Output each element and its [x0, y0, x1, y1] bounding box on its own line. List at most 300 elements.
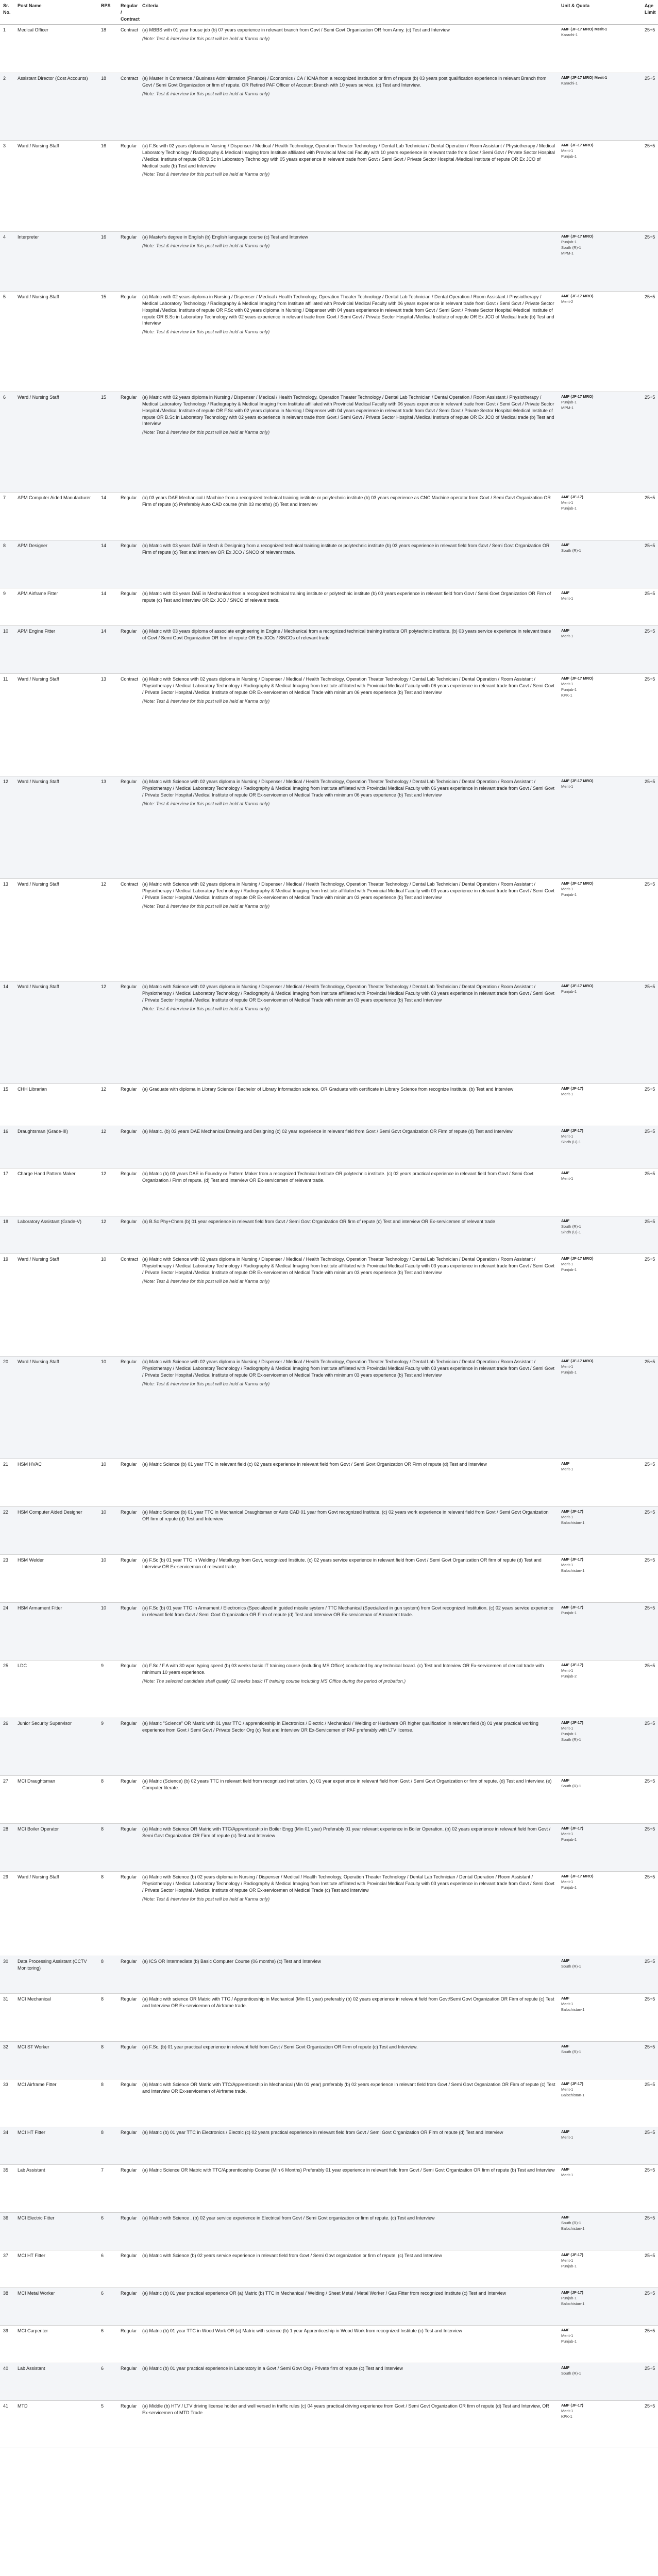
sr-no-cell: 37 [0, 2250, 14, 2288]
unit-quota-cell [558, 2401, 642, 2448]
header-sr-no: Sr. No. [0, 0, 14, 25]
post-name-cell: Laboratory Assistant (Grade-V) [14, 1216, 98, 1254]
table-row [0, 1718, 658, 1776]
quota-line: Merit-1 [561, 500, 573, 505]
criteria-cell [139, 25, 558, 73]
criteria-text: (a) B.Sc Phy+Chem (b) 01 year experience in relevant field from Govt / Semi Govt Organization OR firm of repute (c) Test and interview OR Ex-servicemen of relevant trade [142, 1219, 495, 1225]
quota-line: Balochistan-1 [561, 2301, 585, 2307]
sr-no-cell: 5 [0, 292, 14, 392]
unit-name: AMF (JF-17) [561, 1128, 583, 1133]
interview-location-note: (Note: Test & interview for this post will be held at Karma only) [142, 36, 270, 42]
age-limit-cell: 25+5 [642, 674, 658, 776]
criteria-text: (a) Matric with Science (b) 02 years service experience in relevant field from Govt / Semi Govt organization or firm of repute. (c) Test and Interview [142, 2253, 442, 2259]
quota-line: Merit-1 [561, 2087, 573, 2092]
bps-cell: 15 [98, 392, 117, 493]
unit-quota-cell [558, 2250, 642, 2288]
criteria-cell [139, 2079, 558, 2127]
criteria-extra-note: (Note: The selected candidate shall qualify 02 weeks basic IT training course including MS Office during the period of probation.) [142, 1678, 406, 1684]
header-criteria: Criteria [139, 0, 558, 25]
unit-name: AMF (JF-17 MRO) [561, 394, 594, 399]
post-name-cell: MCI HT Fitter [14, 2250, 98, 2288]
criteria-cell [139, 2326, 558, 2363]
unit-quota-cell [558, 1872, 642, 1956]
criteria-text: (a) Matric with Science OR Matric with TTC/Apprenticeship in Mechanical (Min 01 year) preferably (b) 02 years experience in relevant field from Govt / Semi Govt Organization OR Firm of repute (c) Test and Interview OR Ex-servicemen of Airframe trade. [142, 2082, 555, 2094]
quota-line: Merit-1 [561, 784, 573, 789]
sr-no-cell: 25 [0, 1660, 14, 1718]
quota-line: Merit-1 [561, 1726, 573, 1731]
sr-no-cell: 14 [0, 981, 14, 1084]
bps-cell: 6 [98, 2326, 117, 2363]
criteria-cell [139, 392, 558, 493]
unit-quota-cell [558, 1776, 642, 1824]
quota-line: Merit-1 [561, 2409, 573, 2414]
nature-cell: Regular [117, 2250, 139, 2288]
quota-line: Merit-1 [561, 1092, 573, 1097]
age-limit-cell: 25+5 [642, 1126, 658, 1168]
bps-cell: 14 [98, 588, 117, 626]
criteria-cell [139, 1507, 558, 1555]
age-limit-cell: 25+5 [642, 1507, 658, 1555]
criteria-cell [139, 2401, 558, 2448]
post-name-cell: APM Designer [14, 540, 98, 588]
criteria-text: (a) Master in Commerce / Business Administration (Finance) / Economics / CA / ICMA from a recognized institution or firm of repute (b) 03 years post qualification experience in relevant Branch from Govt / Semi Govt Organization or firm of repute. OR Retired PAF Officer of Account Branch with 10 years service. (c) Test and Interview. [142, 76, 547, 88]
unit-name: AMF (JF-17) [561, 495, 583, 500]
age-limit-cell: 25+5 [642, 2213, 658, 2250]
criteria-text: (a) Matric with Science with 02 years diploma in Nursing / Dispenser / Medical / Health Technology, Operation Theater Technology / Dental Lab Technician / Dental Operation / Room Assistant / Physiotherapy / Medical Laboratory Technology / Radiography & Medical Imaging from Institute affiliated with Provincial Medical Faculty with 06 years experience in relevant trade from Govt / Semi Govt / Private Sector Hospital /Medical Institute of repute OR Ex-servicemen of Medical Trade with minimum 06 years experience (b) Test and Interview [142, 779, 555, 798]
criteria-text: (a) Matric (b) 01 year practical experience OR (a) Matric (b) TTC in Mechanical / Welding / Sheet Metal / Metal Worker / Gas Fitter from recognized Institute (c) Test and Interview [142, 2291, 507, 2296]
nature-cell: Regular [117, 1357, 139, 1459]
table-row [0, 2326, 658, 2363]
unit-name: AMF [561, 1218, 570, 1224]
bps-cell: 10 [98, 1254, 117, 1357]
criteria-text: (a) Matric Science OR Matric with TTC/Apprenticeship Course (Min 6 Months) Preferably 01 year experience in relevant field from Govt / Semi Govt Organization OR firm of repute (b) Test and Interview [142, 2167, 555, 2173]
bps-cell: 6 [98, 2213, 117, 2250]
bps-cell: 18 [98, 25, 117, 73]
unit-quota-cell [558, 493, 642, 540]
sr-no-cell: 18 [0, 1216, 14, 1254]
nature-cell: Regular [117, 2363, 139, 2401]
unit-name: AMF (JF-17 MRO) [561, 778, 594, 784]
bps-cell: 12 [98, 1084, 117, 1126]
quota-line: Punjab-1 [561, 1370, 577, 1375]
unit-quota-cell [558, 1168, 642, 1216]
quota-line: Merit-1 [561, 1563, 573, 1568]
post-name-cell: MCI ST Worker [14, 2042, 98, 2079]
age-limit-cell: 25+5 [642, 1084, 658, 1126]
unit-quota-cell [558, 1660, 642, 1718]
post-name-cell: MTD [14, 2401, 98, 2448]
bps-cell: 10 [98, 1357, 117, 1459]
table-row [0, 2213, 658, 2250]
age-limit-cell: 25+5 [642, 73, 658, 141]
nature-cell: Regular [117, 1555, 139, 1603]
post-name-cell: MCI Boiler Operator [14, 1824, 98, 1872]
sr-no-cell: 12 [0, 776, 14, 879]
quota-line: Merit-1 [561, 2173, 573, 2178]
age-limit-cell: 25+5 [642, 1824, 658, 1872]
table-row [0, 540, 658, 588]
criteria-cell [139, 493, 558, 540]
bps-cell: 13 [98, 674, 117, 776]
nature-cell: Contract [117, 674, 139, 776]
quota-line: Merit-1 [561, 2135, 573, 2140]
unit-name: AMF (JF-17 MRO) [561, 294, 594, 299]
table-row [0, 1084, 658, 1126]
unit-quota-cell [558, 232, 642, 292]
post-name-cell: MCI HT Fitter [14, 2127, 98, 2165]
quota-line: Punjab-1 [561, 506, 577, 511]
criteria-cell [139, 1357, 558, 1459]
criteria-cell [139, 1660, 558, 1718]
header-age-limit: Age Limit [642, 0, 658, 25]
nature-cell: Regular [117, 1084, 139, 1126]
quota-line: South (R)-1 [561, 1224, 581, 1229]
criteria-cell [139, 73, 558, 141]
quota-line: South (R)-1 [561, 1964, 581, 1969]
post-name-cell: APM Computer Aided Manufacturer [14, 493, 98, 540]
unit-quota-cell [558, 1216, 642, 1254]
table-row [0, 2250, 658, 2288]
criteria-text: (a) Matric with science OR Matric with TTC / Apprenticeship in Mechanical (Min 01 year) preferably (b) 02 years experience in relevant field from Govt/Semi Govt Organization OR Firm of repute (c) Test and Interview OR Ex-servicemen of Airframe trade. [142, 1996, 554, 2009]
post-name-cell: Ward / Nursing Staff [14, 674, 98, 776]
criteria-text: (a) F.Sc (b) 01 year TTC in Armament / Electronics (Specialized in guided missile system / TTC Mechanical (Specialized in gun system) from Govt recognized Institution. (c) 02 years service experience in relevant field from Govt / Semi Govt Organization OR Firm of repute (d) Test and Interview OR Ex-serviceman of Armament trade. [142, 1605, 553, 1618]
table-row [0, 2288, 658, 2326]
unit-name: AMF [561, 628, 570, 633]
table-row [0, 879, 658, 981]
unit-name: AMF [561, 2167, 570, 2172]
nature-cell: Regular [117, 292, 139, 392]
header-post-name: Post Name [14, 0, 98, 25]
unit-quota-cell [558, 1254, 642, 1357]
table-row [0, 1872, 658, 1956]
quota-line: Punjab-1 [561, 2264, 577, 2269]
criteria-text: (a) Matric (Science) (b) 02 years TTC in relevant field from recognized institution. (c) 01 year experience in relevant field from Govt / Semi Govt Organization or firm of repute. (d) Test and Interview, (e) Computer literate. [142, 1778, 552, 1791]
unit-quota-cell [558, 2213, 642, 2250]
quota-line: Merit-1 [561, 1176, 573, 1181]
sr-no-cell: 1 [0, 25, 14, 73]
bps-cell: 12 [98, 1168, 117, 1216]
unit-quota-cell [558, 879, 642, 981]
quota-line: Punjab-1 [561, 1267, 577, 1273]
age-limit-cell: 25+5 [642, 981, 658, 1084]
interview-location-note: (Note: Test & interview for this post will be held at Karma only) [142, 1006, 270, 1011]
bps-cell: 8 [98, 1872, 117, 1956]
criteria-text: (a) Matric with Science with 02 years diploma in Nursing / Dispenser / Medical / Health Technology, Operation Theater Technology / Dental Lab Technician / Dental Operation / Room Assistant / Physiotherapy / Medical Laboratory Technology / Radiography & Medical Imaging from Institute affiliated with Provincial Medical Faculty with 03 years experience in relevant trade from Govt / Semi Govt / Private Sector Hospital /Medical Institute of repute OR Ex-servicemen of Medical Trade with minimum 03 years experience (b) Test and Interview [142, 882, 555, 900]
post-name-cell: Draughtsman (Grade-III) [14, 1126, 98, 1168]
nature-cell: Regular [117, 232, 139, 292]
post-name-cell: Junior Security Supervisor [14, 1718, 98, 1776]
age-limit-cell: 25+5 [642, 540, 658, 588]
nature-cell: Regular [117, 981, 139, 1084]
unit-name: AMF [561, 2044, 570, 2049]
table-row [0, 2165, 658, 2213]
sr-no-cell: 22 [0, 1507, 14, 1555]
table-row [0, 2079, 658, 2127]
unit-name: AMF (JF-17) [561, 1605, 583, 1610]
unit-name: AMF [561, 1461, 570, 1466]
sr-no-cell: 24 [0, 1603, 14, 1660]
bps-cell: 8 [98, 2079, 117, 2127]
table-row [0, 1254, 658, 1357]
header-row [0, 0, 658, 25]
sr-no-cell: 36 [0, 2213, 14, 2250]
criteria-cell [139, 2165, 558, 2213]
age-limit-cell: 25+5 [642, 588, 658, 626]
criteria-text: (a) Matric. (b) 03 years DAE Mechanical Drawing and Designing (c) 02 year experience in relevant field from Govt / Semi Govt Organization OR Firm of repute (d) Test and Interview [142, 1129, 513, 1134]
age-limit-cell: 25+5 [642, 1254, 658, 1357]
quota-line: South (R)-1 [561, 2049, 581, 2055]
unit-quota-cell [558, 2042, 642, 2079]
criteria-cell [139, 1216, 558, 1254]
unit-quota-cell [558, 73, 642, 141]
age-limit-cell: 25+5 [642, 2363, 658, 2401]
quota-line: South (R)-1 [561, 1737, 581, 1742]
post-name-cell: Ward / Nursing Staff [14, 292, 98, 392]
post-name-cell: Ward / Nursing Staff [14, 1254, 98, 1357]
nature-cell: Regular [117, 2213, 139, 2250]
table-row [0, 1824, 658, 1872]
nature-cell: Contract [117, 25, 139, 73]
criteria-text: (a) Matric Science (b) 01 year TTC in relevant field (c) 02 years experience in relevant field from Govt / Semi Govt Organization OR Firm of repute (d) Test and Interview [142, 1462, 487, 1467]
age-limit-cell: 25+5 [642, 1555, 658, 1603]
unit-quota-cell [558, 1718, 642, 1776]
table-row [0, 292, 658, 392]
bps-cell: 9 [98, 1718, 117, 1776]
unit-name: AMF [561, 2365, 570, 2370]
unit-quota-cell [558, 1507, 642, 1555]
unit-name: AMF [561, 2328, 570, 2333]
criteria-cell [139, 981, 558, 1084]
criteria-text: (a) Matric with Science with 02 years diploma in Nursing / Dispenser / Medical / Health Technology, Operation Theater Technology / Dental Lab Technician / Dental Operation / Room Assistant / Physiotherapy / Medical Laboratory Technology / Radiography & Medical Imaging from Institute affiliated with Provincial Medical Faculty with 03 years experience in relevant trade from Govt / Semi Govt / Private Sector Hospital /Medical Institute of repute OR Ex-servicemen of Medical Trade with minimum 03 years experience (b) Test and Interview [142, 984, 555, 1003]
table-row [0, 1126, 658, 1168]
table-row [0, 1555, 658, 1603]
age-limit-cell: 25+5 [642, 2079, 658, 2127]
table-row [0, 2401, 658, 2448]
post-name-cell: APM Airframe Fitter [14, 588, 98, 626]
unit-quota-cell [558, 2326, 642, 2363]
unit-name: AMF (JF-17 MRO) [561, 143, 594, 148]
post-name-cell: HSM Welder [14, 1555, 98, 1603]
bps-cell: 8 [98, 1956, 117, 1994]
nature-cell: Regular [117, 540, 139, 588]
nature-cell: Regular [117, 141, 139, 232]
unit-quota-cell [558, 141, 642, 232]
table-row [0, 588, 658, 626]
criteria-text: (a) Matric with Science with 02 years diploma in Nursing / Dispenser / Medical / Health Technology, Operation Theater Technology / Dental Lab Technician / Dental Operation / Room Assistant / Physiotherapy / Medical Laboratory Technology / Radiography & Medical Imaging from Institute affiliated with Provincial Medical Faculty with 03 years experience in relevant trade from Govt / Semi Govt / Private Sector Hospital /Medical Institute of repute OR Ex-servicemen of Medical Trade with minimum 03 years experience (b) Test and Interview [142, 1359, 555, 1378]
unit-name: AMF (JF-17) [561, 1086, 583, 1091]
bps-cell: 6 [98, 2250, 117, 2288]
unit-name: AMF [561, 1171, 570, 1176]
age-limit-cell: 25+5 [642, 1216, 658, 1254]
unit-quota-cell [558, 2288, 642, 2326]
criteria-text: (a) ICS OR Intermediate (b) Basic Computer Course (06 months) (c) Test and Interview [142, 1959, 321, 1964]
age-limit-cell: 25+5 [642, 1956, 658, 1994]
quota-line: South (R)-1 [561, 2371, 581, 2376]
post-name-cell: Ward / Nursing Staff [14, 1357, 98, 1459]
sr-no-cell: 7 [0, 493, 14, 540]
bps-cell: 5 [98, 2401, 117, 2448]
quota-line: Merit-1 [561, 1668, 573, 1673]
quota-line: Merit-1 [561, 1262, 573, 1267]
post-name-cell: Medical Officer [14, 25, 98, 73]
unit-name: AMF (JF-17 MRO) Merit-1 [561, 75, 608, 80]
sr-no-cell: 41 [0, 2401, 14, 2448]
table-row [0, 1216, 658, 1254]
unit-name: AMF (JF-17) [561, 1663, 583, 1668]
criteria-text: (a) F.Sc. (b) 01 year practical experience in relevant field from Govt / Semi Govt Organization OR Firm of repute (c) Test and Interview. [142, 2044, 418, 2050]
criteria-cell [139, 1459, 558, 1507]
sr-no-cell: 9 [0, 588, 14, 626]
nature-cell: Regular [117, 2042, 139, 2079]
nature-cell: Regular [117, 1126, 139, 1168]
bps-cell: 14 [98, 540, 117, 588]
criteria-cell [139, 2213, 558, 2250]
criteria-cell [139, 292, 558, 392]
criteria-text: (a) Matric with Science OR Matric with TTC/Apprenticeship in Boiler Engg (Min 01 year) Preferably 01 year relevant experience in Boiler Operation. (b) 02 years experience in relevant field from Govt / Semi Govt Organization OR Firm of repute (c) Test and Interview [142, 1826, 551, 1839]
quota-line: Merit-1 [561, 1134, 573, 1139]
unit-name: AMF (JF-17) [561, 2081, 583, 2087]
quota-line: Balochistan-1 [561, 2226, 585, 2231]
quota-line: Balochistan-1 [561, 1520, 585, 1526]
sr-no-cell: 39 [0, 2326, 14, 2363]
unit-quota-cell [558, 981, 642, 1084]
interview-location-note: (Note: Test & interview for this post will be held at Karma only) [142, 172, 270, 177]
bps-cell: 10 [98, 1459, 117, 1507]
post-name-cell: Ward / Nursing Staff [14, 392, 98, 493]
criteria-cell [139, 1872, 558, 1956]
age-limit-cell: 25+5 [642, 2326, 658, 2363]
quota-line: Punjab-1 [561, 400, 577, 405]
nature-cell: Regular [117, 1718, 139, 1776]
criteria-cell [139, 1084, 558, 1126]
sr-no-cell: 11 [0, 674, 14, 776]
bps-cell: 12 [98, 1126, 117, 1168]
criteria-text: (a) Matric with 03 years DAE in Mechanical from a recognized technical training institute or polytechnic institute (b) 03 years experience in relevant field from Govt / Semi Govt Organization OR Firm of repute (c) Test and Interview OR Ex JCO / SNCO of relevant trade. [142, 591, 551, 603]
bps-cell: 12 [98, 879, 117, 981]
criteria-text: (a) MBBS with 01 year house job (b) 07 years experience in relevant branch from Govt / Semi Govt Organization OR from Army. (c) Test and Interview [142, 27, 450, 33]
bps-cell: 9 [98, 1660, 117, 1718]
quota-line: Merit-1 [561, 2258, 573, 2263]
post-name-cell: Ward / Nursing Staff [14, 879, 98, 981]
quota-line: Punjab-1 [561, 687, 577, 692]
quota-line: Punjab-1 [561, 1732, 577, 1737]
criteria-text: (a) Matric with 03 years DAE in Mech & Designing from a recognized technical training institute or polytechnic institute (b) 03 years experience in relevant field from Govt / Semi Govt Organization OR Firm of repute (c) Test and Interview OR Ex JCO / SNCO of relevant trade. [142, 543, 550, 555]
table-row [0, 232, 658, 292]
sr-no-cell: 16 [0, 1126, 14, 1168]
nature-cell: Regular [117, 2079, 139, 2127]
criteria-cell [139, 2363, 558, 2401]
quota-line: Punjab-1 [561, 2339, 577, 2344]
quota-line: Merit-1 [561, 1879, 573, 1885]
quota-line: Merit-1 [561, 682, 573, 687]
age-limit-cell: 25+5 [642, 2288, 658, 2326]
post-name-cell: MCI Draughtsman [14, 1776, 98, 1824]
bps-cell: 12 [98, 981, 117, 1084]
unit-quota-cell [558, 1459, 642, 1507]
criteria-text: (a) F.Sc (b) 01 year TTC in Welding / Metallurgy from Govt, recognized Institute. (c) 02 years service experience in relevant field from Govt / Semi Govt Organization OR firm of repute (d) Test and Interview OR Ex-serviceman of relevant trade. [142, 1557, 542, 1570]
quota-line: MPM-1 [561, 405, 574, 411]
age-limit-cell: 25+5 [642, 1603, 658, 1660]
post-name-cell: Data Processing Assistant (CCTV Monitoring) [14, 1956, 98, 1994]
table-row [0, 73, 658, 141]
nature-cell: Regular [117, 2127, 139, 2165]
sr-no-cell: 40 [0, 2363, 14, 2401]
unit-quota-cell [558, 588, 642, 626]
criteria-cell [139, 1776, 558, 1824]
criteria-text: (a) Matric (b) 01 year practical experience in Laboratory in a Govt / Semi Govt Org / Private firm of repute (c) Test and Interview [142, 2366, 403, 2371]
nature-cell: Regular [117, 1872, 139, 1956]
unit-quota-cell [558, 1956, 642, 1994]
unit-name: AMF (JF-17 MRO) [561, 234, 594, 239]
unit-quota-cell [558, 2079, 642, 2127]
criteria-text: (a) Graduate with diploma in Library Science / Bachelor of Library Information science. OR Graduate with certificate in Library Science from recognize Institute. (b) Test and Interview [142, 1087, 514, 1092]
age-limit-cell: 25+5 [642, 232, 658, 292]
bps-cell: 15 [98, 292, 117, 392]
age-limit-cell: 25+5 [642, 626, 658, 674]
bps-cell: 6 [98, 2363, 117, 2401]
nature-cell: Regular [117, 392, 139, 493]
interview-location-note: (Note: Test & interview for this post will be held at Karma only) [142, 1278, 270, 1284]
header-bps: BPS [98, 0, 117, 25]
criteria-text: (a) Middle (b) HTV / LTV driving license holder and well versed in traffic rules (c) 04 years practical driving experience from Govt / Semi Govt Organization OR firm of repute (d) Test and Interview, OR Ex-servicemen of MTD Trade [142, 2403, 549, 2416]
age-limit-cell: 25+5 [642, 1459, 658, 1507]
nature-cell: Regular [117, 2326, 139, 2363]
sr-no-cell: 8 [0, 540, 14, 588]
sr-no-cell: 6 [0, 392, 14, 493]
unit-name: AMF (JF-17) [561, 2403, 583, 2408]
quota-line: South (R)-1 [561, 245, 581, 250]
interview-location-note: (Note: Test & interview for this post will be held at Karma only) [142, 903, 270, 909]
post-name-cell: MCI Airframe Fitter [14, 2079, 98, 2127]
quota-line: Punjab-1 [561, 154, 577, 159]
criteria-text: (a) 03 years DAE Mechanical / Machine from a recognized technical training institute or polytechnic institute (b) 03 years experience as CNC Machine operator from Govt / Semi Govt Organization OR Firm of repute (c) Preferably Auto CAD course (min 03 months) (d) Test and Interview [142, 495, 551, 507]
post-name-cell: HSM HVAC [14, 1459, 98, 1507]
quota-line: Merit-1 [561, 1364, 573, 1369]
criteria-cell [139, 1824, 558, 1872]
age-limit-cell: 25+5 [642, 392, 658, 493]
table-row [0, 141, 658, 232]
nature-cell: Regular [117, 1216, 139, 1254]
quota-line: Karachi-1 [561, 32, 578, 38]
bps-cell: 18 [98, 73, 117, 141]
nature-cell: Regular [117, 2288, 139, 2326]
post-name-cell: LDC [14, 1660, 98, 1718]
bps-cell: 16 [98, 232, 117, 292]
quota-line: Balochistan-1 [561, 2007, 585, 2012]
criteria-text: (a) Matric with Science (b) 02 years diploma in Nursing / Dispenser / Medical / Health Technology, Operation Theater Technology / Dental Lab Technician / Dental Operation / Room Assistant / Physiotherapy / Medical Laboratory Technology / Radiography & Medical Imaging from Institute affiliated with Provincial Medical Faculty with 03 years experience in relevant trade from Govt / Semi Govt / Private Sector Hospital /Medical Institute of repute OR Ex-servicemen of Medical Trade (c) Test and Interview [142, 1874, 555, 1893]
unit-name: AMF [561, 1958, 570, 1963]
sr-no-cell: 10 [0, 626, 14, 674]
header-unit-quota: Unit & Quota [558, 0, 642, 25]
interview-location-note: (Note: Test & interview for this post will be held at Karma only) [142, 1896, 270, 1902]
sr-no-cell: 30 [0, 1956, 14, 1994]
unit-name: AMF (JF-17) [561, 1826, 583, 1831]
quota-line: Merit-1 [561, 2002, 573, 2007]
nature-cell: Regular [117, 1459, 139, 1507]
post-name-cell: MCI Electric Fitter [14, 2213, 98, 2250]
quota-line: Balochistan-1 [561, 2093, 585, 2098]
interview-location-note: (Note: Test & interview for this post will be held at Karma only) [142, 430, 270, 435]
nature-cell: Contract [117, 73, 139, 141]
nature-cell: Regular [117, 626, 139, 674]
header-regular-contract: Regular / Contract [117, 0, 139, 25]
sr-no-cell: 29 [0, 1872, 14, 1956]
bps-cell: 14 [98, 493, 117, 540]
criteria-cell [139, 1254, 558, 1357]
nature-cell: Regular [117, 1776, 139, 1824]
quota-line: Punjab-1 [561, 892, 577, 897]
quota-line: Punjab-1 [561, 1611, 577, 1616]
